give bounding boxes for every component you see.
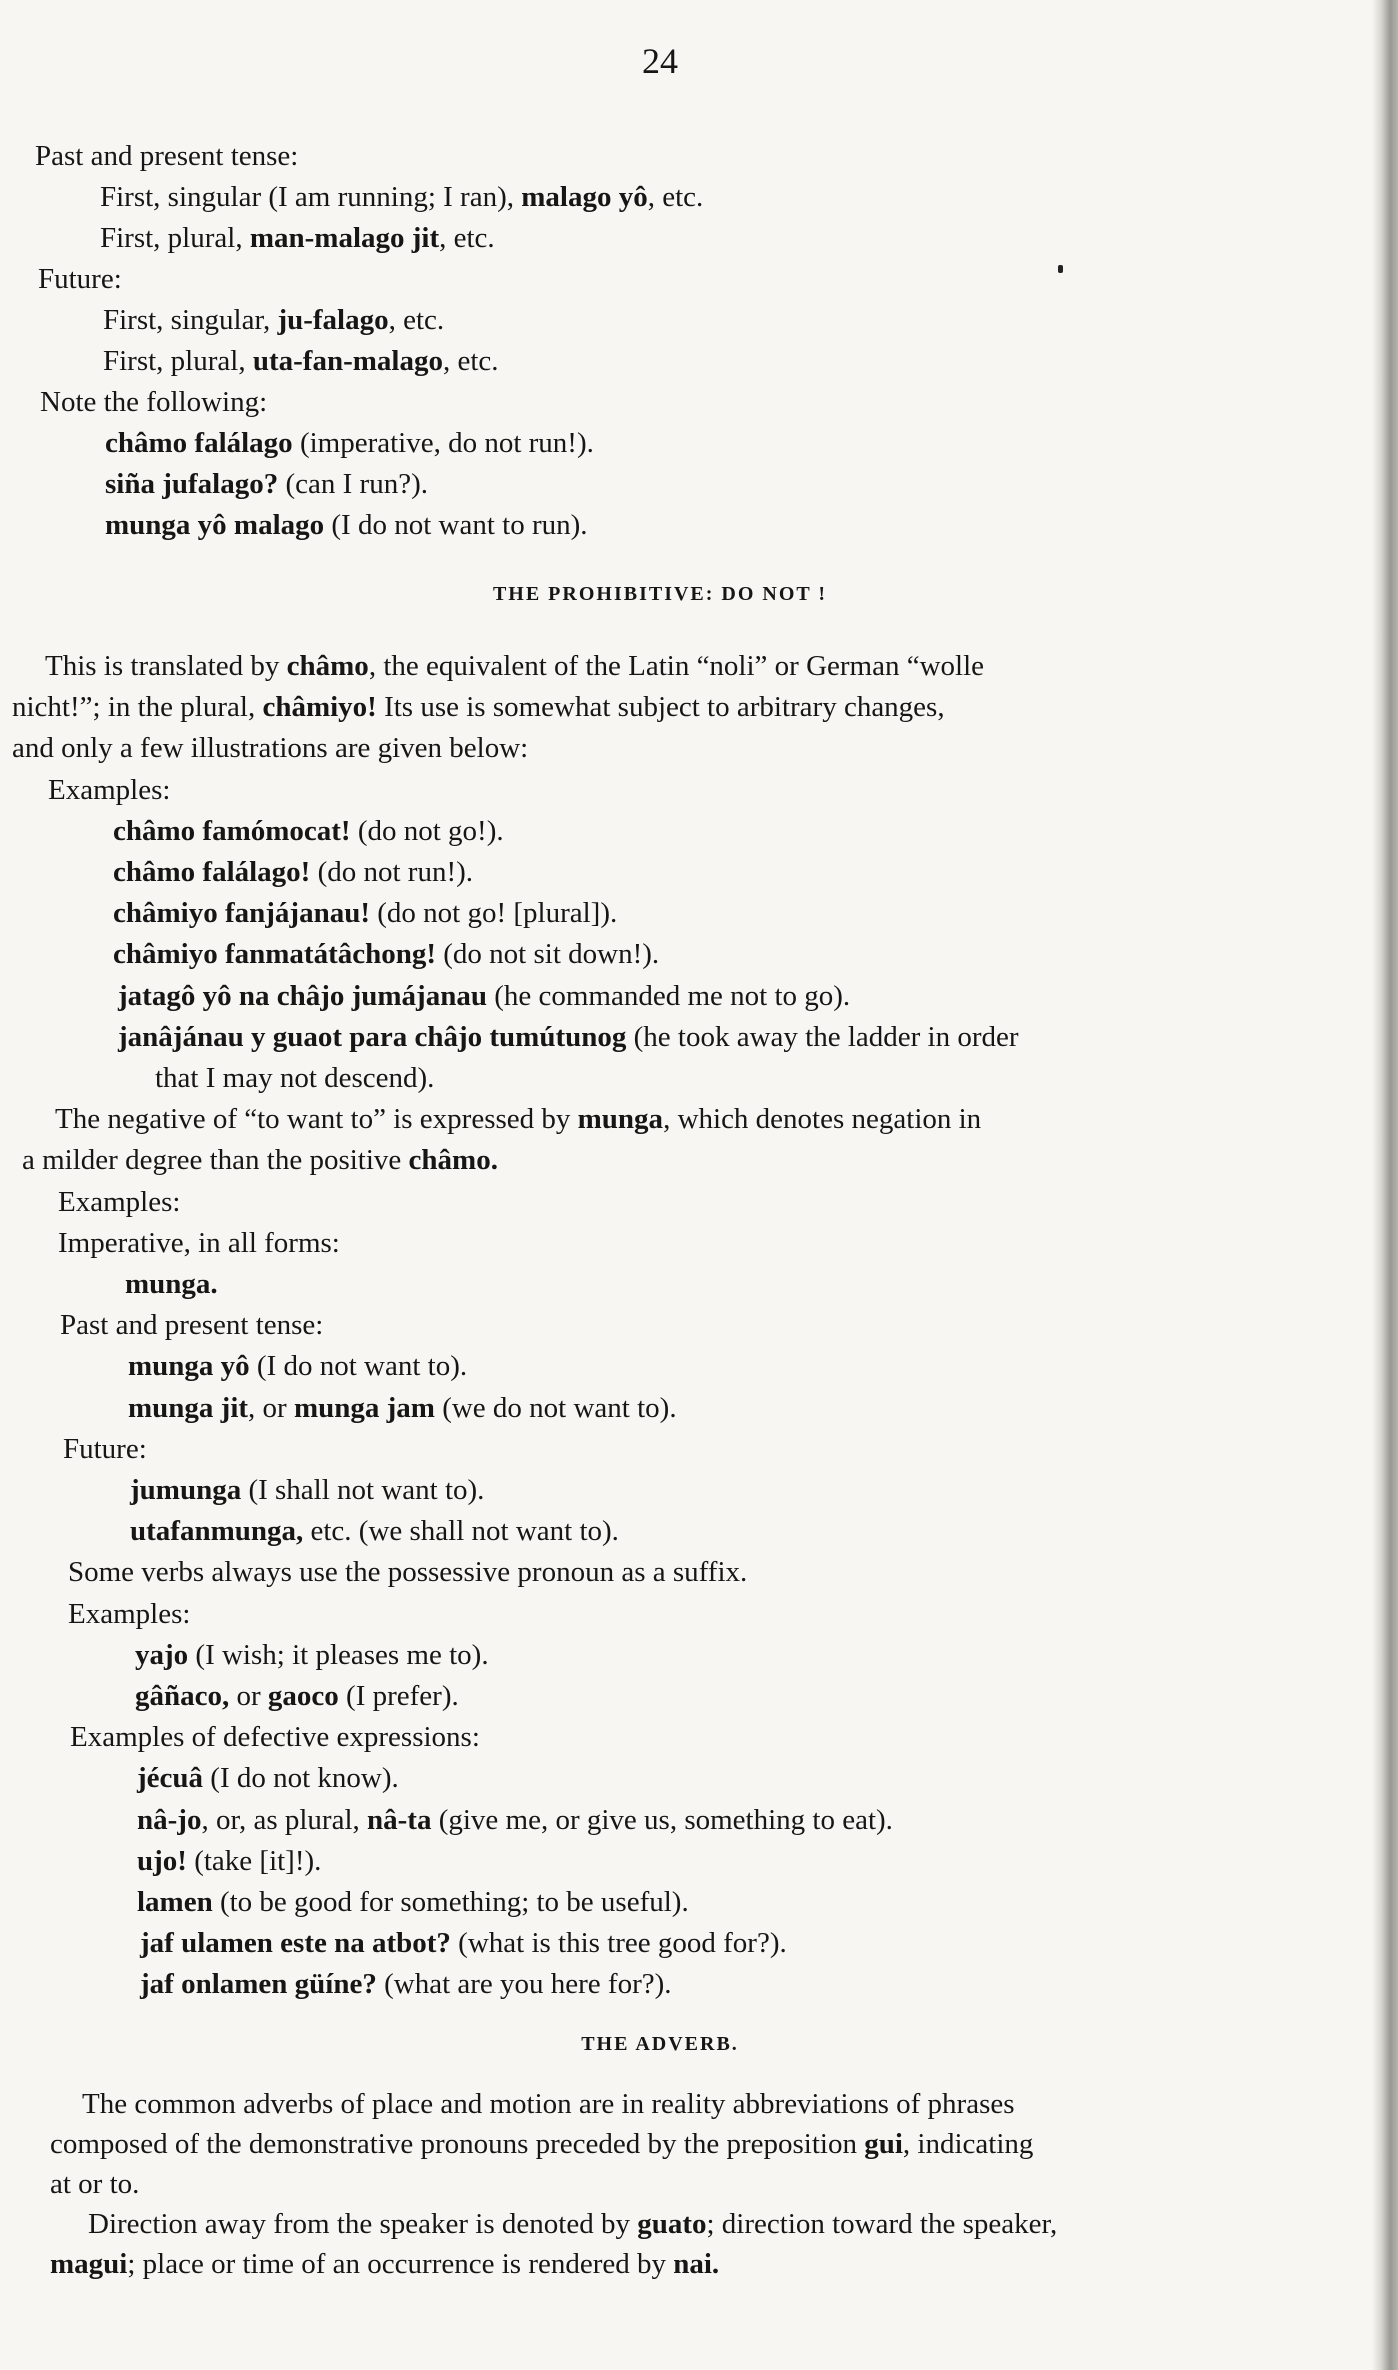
term-bold: châmiyo fanmatátâchong! — [113, 938, 437, 971]
ink-speck — [1058, 265, 1063, 273]
prohibitive-heading: THE PROHIBITIVE: DO NOT ! — [492, 583, 828, 605]
term-bold: gâñaco, — [135, 1680, 230, 1712]
text-span: Imperative, in all forms: — [58, 1226, 340, 1259]
text-line — [60, 1307, 323, 1343]
text-span: Examples of defective expressions: — [70, 1721, 480, 1754]
text-line — [118, 978, 850, 1014]
text-line — [113, 813, 504, 849]
text-span: Examples: — [48, 773, 171, 806]
text-line — [103, 302, 444, 338]
text-span: Future: — [63, 1432, 147, 1465]
term-bold: munga yô — [128, 1350, 250, 1383]
text-span: (I do not want to run). — [324, 509, 588, 541]
text-line — [128, 1390, 677, 1426]
text-span: , which denotes negation in — [663, 1103, 982, 1136]
text-span: , etc. — [388, 304, 445, 336]
term-bold: munga jam — [293, 1391, 435, 1424]
term-bold: châmiyo! — [262, 691, 377, 724]
term-bold: nâ-jo — [137, 1803, 202, 1836]
text-line — [55, 1101, 981, 1137]
term-bold: châmo. — [408, 1144, 498, 1177]
text-span: (do not go!). — [350, 814, 504, 847]
text-line — [130, 1472, 484, 1508]
text-line — [63, 1431, 147, 1467]
text-span: Direction away from the speaker is denoted by — [88, 2208, 638, 2240]
term-bold: gaoco — [267, 1680, 339, 1712]
text-line — [50, 2126, 1033, 2162]
term-bold: nai. — [673, 2248, 720, 2280]
term-bold: jaf onlamen güíne? — [140, 1968, 377, 2001]
text-line — [105, 507, 588, 543]
text-line — [12, 730, 528, 766]
text-span: (give me, or give us, something to eat). — [431, 1803, 893, 1836]
text-span: (he took away the ladder in order — [626, 1020, 1019, 1053]
text-line — [100, 179, 703, 215]
text-line — [50, 2246, 719, 2282]
text-span: ; direction toward the speaker, — [706, 2208, 1058, 2240]
text-line — [45, 648, 984, 684]
text-span: (I wish; it pleases me to). — [188, 1638, 489, 1671]
text-line — [137, 1843, 321, 1879]
text-line — [58, 1225, 340, 1261]
term-bold: ju-falago — [277, 304, 389, 336]
text-span: (what are you here for?). — [376, 1968, 672, 2001]
text-span: , or, as plural, — [201, 1803, 367, 1836]
text-span: that I may not descend). — [155, 1062, 435, 1094]
text-line — [135, 1637, 489, 1673]
text-span: Examples: — [58, 1185, 181, 1218]
text-span: (do not go! [plural]). — [369, 897, 618, 930]
text-line — [140, 1925, 787, 1961]
term-bold: munga yô malago — [105, 509, 325, 541]
text-span: Examples: — [68, 1597, 191, 1630]
text-line — [125, 1266, 218, 1302]
adverb-heading: THE ADVERB. — [581, 2033, 739, 2055]
text-span: (I prefer). — [338, 1680, 459, 1712]
text-line — [130, 1513, 619, 1549]
text-line — [100, 220, 495, 256]
term-bold: châmo falálago! — [113, 856, 311, 888]
text-line — [48, 772, 170, 808]
term-bold: jaf ulamen este na atbot? — [140, 1927, 451, 1960]
text-span: ; place or time of an occurrence is rendered by — [127, 2248, 674, 2280]
text-span: or — [229, 1680, 268, 1712]
term-bold: châmiyo fanjájanau! — [113, 897, 370, 930]
text-line — [128, 1348, 467, 1384]
term-bold: jumunga — [130, 1474, 242, 1506]
term-bold: magui — [50, 2248, 128, 2280]
text-span: Note the following: — [40, 386, 268, 418]
text-span: , etc. — [439, 222, 495, 254]
term-bold: man-malago jit — [249, 222, 440, 254]
text-line — [58, 1184, 180, 1220]
term-bold: guato — [637, 2208, 707, 2240]
text-span: (I do not want to). — [249, 1350, 468, 1383]
term-bold: jatagô yô na châjo jumájanau — [118, 979, 487, 1012]
text-span: , or — [248, 1391, 294, 1424]
term-bold: châmo — [286, 650, 369, 682]
text-span: (to be good for something; to be useful). — [212, 1886, 689, 1918]
term-bold: lamen — [137, 1886, 213, 1918]
page-number: 24 — [642, 41, 678, 81]
text-span: (what is this tree good for?). — [450, 1927, 787, 1960]
text-line — [113, 895, 617, 931]
text-span: etc. (we shall not want to). — [303, 1515, 619, 1548]
text-line — [68, 1596, 190, 1632]
text-span: First, plural, — [100, 222, 250, 254]
term-bold: châmo falálago — [105, 427, 293, 459]
text-span: Future: — [38, 263, 122, 295]
text-span: (can I run?). — [278, 468, 428, 500]
text-line — [38, 261, 122, 297]
text-span: nicht!”; in the plural, — [12, 691, 263, 724]
text-line — [137, 1884, 689, 1920]
text-line — [40, 384, 267, 420]
text-line — [82, 2086, 1015, 2122]
text-line — [155, 1060, 434, 1096]
text-span: (I do not know). — [203, 1762, 399, 1795]
text-line — [50, 2166, 139, 2202]
term-bold: uta-fan-malago — [252, 345, 443, 377]
text-span: Its use is somewhat subject to arbitrary changes, — [376, 691, 945, 724]
term-bold: munga — [577, 1103, 664, 1136]
text-span: (imperative, do not run!). — [292, 427, 594, 459]
text-span: at or to. — [50, 2168, 140, 2200]
text-span: and only a few illustrations are given below: — [12, 732, 529, 765]
text-line — [103, 343, 499, 379]
text-line — [140, 1966, 672, 2002]
text-line — [135, 1678, 459, 1714]
text-line — [12, 689, 945, 725]
text-line — [105, 425, 594, 461]
term-bold: châmo famómocat! — [113, 814, 351, 847]
text-span: (do not sit down!). — [436, 938, 660, 971]
text-span: , etc. — [442, 345, 499, 377]
text-span: composed of the demonstrative pronouns preceded by the preposition — [50, 2128, 865, 2160]
text-span: (we do not want to). — [434, 1391, 677, 1424]
text-span: a milder degree than the positive — [22, 1144, 409, 1177]
text-span: Past and present tense: — [35, 140, 299, 172]
text-line — [68, 1554, 747, 1590]
term-bold: gui — [864, 2128, 903, 2160]
text-span: , indicating — [902, 2128, 1034, 2160]
text-span: This is translated by — [45, 650, 287, 682]
text-span: (do not run!). — [310, 856, 474, 888]
term-bold: janâjánau y guaot para châjo tumútunog — [118, 1020, 627, 1053]
text-span: Past and present tense: — [60, 1309, 324, 1342]
text-span: Some verbs always use the possessive pronoun as a suffix. — [68, 1556, 748, 1589]
term-bold: siña jufalago? — [105, 468, 279, 500]
text-line — [70, 1719, 480, 1755]
text-span: First, singular (I am running; I ran), — [100, 181, 522, 213]
text-span: The common adverbs of place and motion are in reality abbreviations of phrases — [82, 2088, 1015, 2120]
text-span: (I shall not want to). — [241, 1474, 485, 1506]
text-span: , the equivalent of the Latin “noli” or German “wolle — [368, 650, 985, 682]
text-line — [113, 854, 473, 890]
text-span: (take [it]!). — [186, 1844, 322, 1877]
text-span: First, plural, — [103, 345, 253, 377]
text-span: , etc. — [647, 181, 704, 213]
text-line — [88, 2206, 1057, 2242]
term-bold: ujo! — [137, 1844, 187, 1877]
text-line — [22, 1142, 498, 1178]
text-line — [137, 1802, 893, 1838]
text-span: First, singular, — [103, 304, 278, 336]
text-line — [137, 1760, 399, 1796]
text-line — [113, 936, 659, 972]
term-bold: malago yô — [521, 181, 648, 213]
page-spine-shadow — [1372, 0, 1398, 2370]
term-bold: munga. — [125, 1268, 218, 1300]
term-bold: nâ-ta — [367, 1803, 432, 1836]
text-line — [35, 138, 298, 174]
text-line — [118, 1019, 1019, 1055]
text-line — [105, 466, 428, 502]
term-bold: jécuâ — [137, 1762, 204, 1795]
term-bold: utafanmunga, — [130, 1515, 304, 1548]
text-span: (he commanded me not to go). — [486, 979, 851, 1012]
term-bold: yajo — [135, 1638, 189, 1671]
term-bold: munga jit — [128, 1391, 249, 1424]
text-span: The negative of “to want to” is expressed by — [55, 1103, 578, 1136]
